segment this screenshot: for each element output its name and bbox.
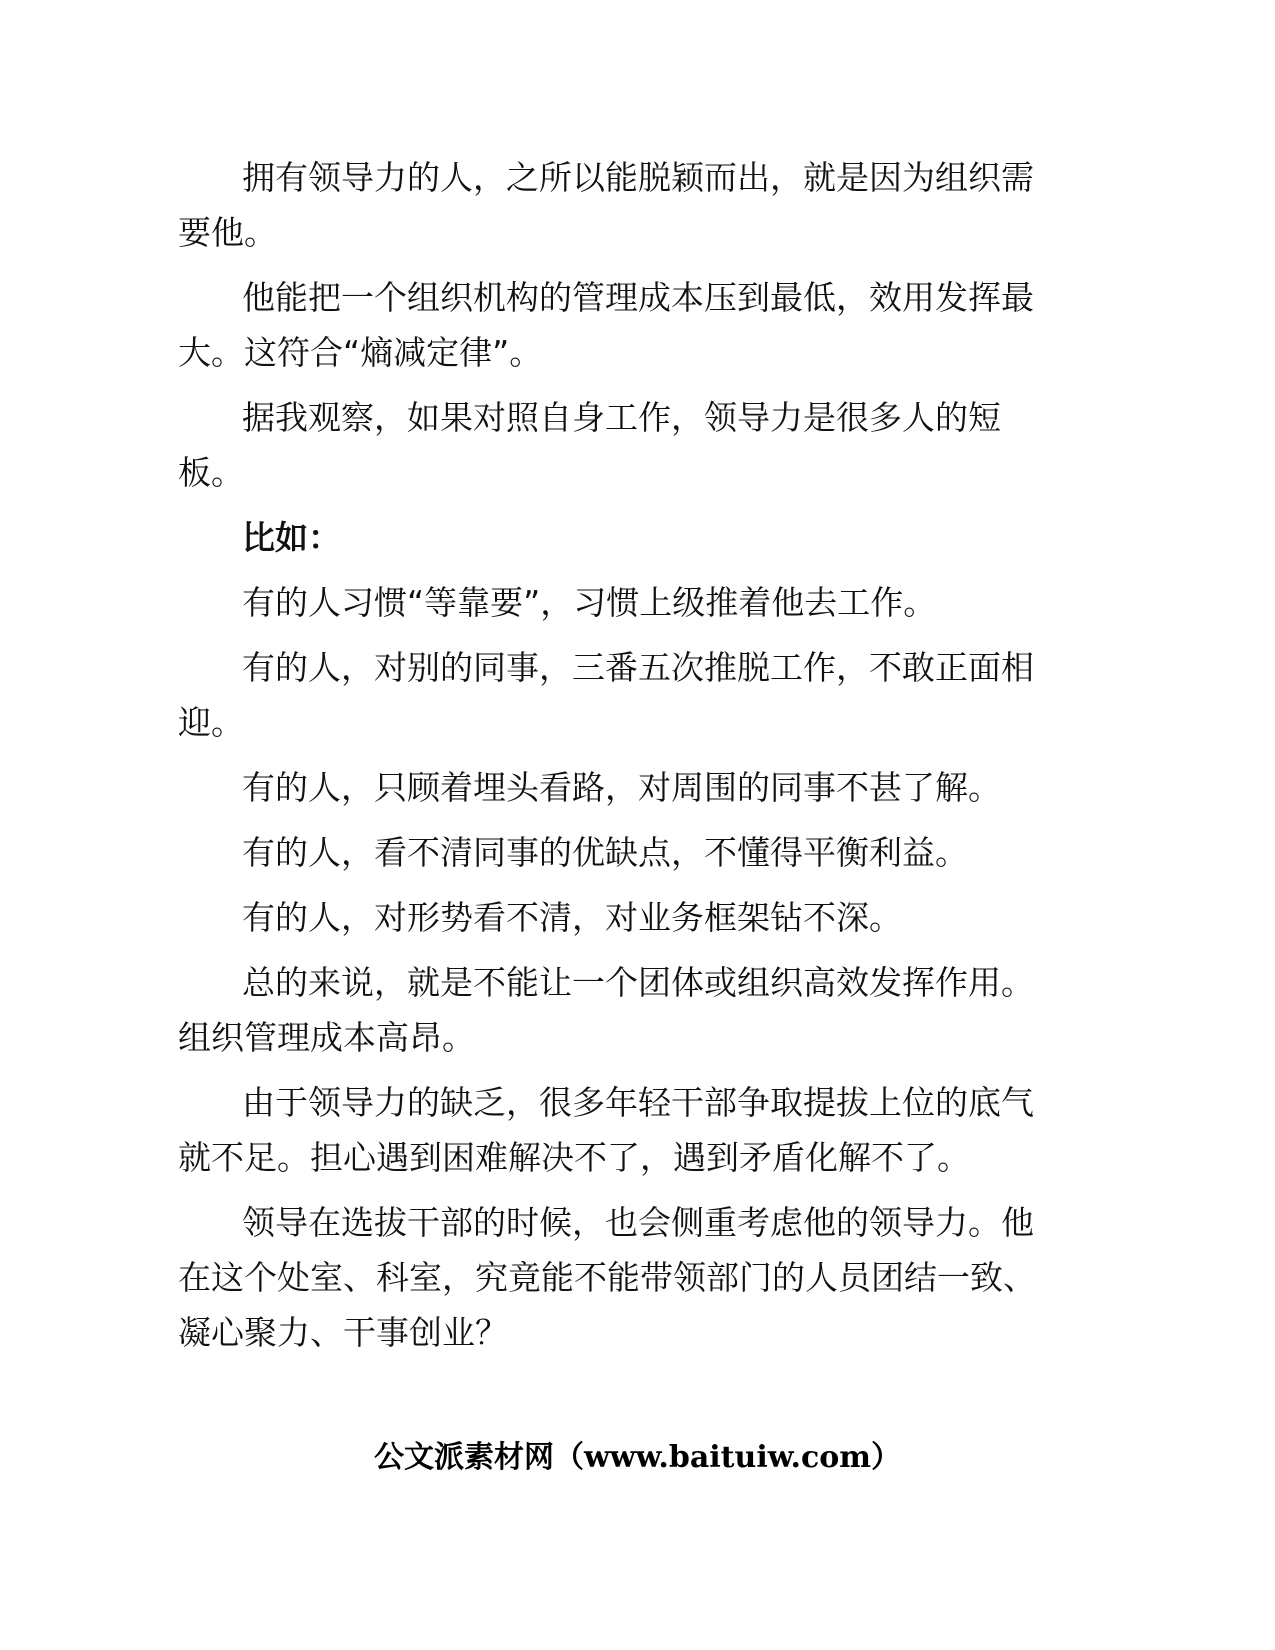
paragraph-8: 有的人，看不清同事的优缺点，不懂得平衡利益。 xyxy=(242,833,968,872)
paragraph-5: 有的人习惯“等靠要”，习惯上级推着他去工作。 xyxy=(242,583,937,622)
paragraph-6: 有的人，对别的同事，三番五次推脱工作，不敢正面相迎。 xyxy=(178,648,1034,742)
paragraph-9: 有的人，对形势看不清，对业务框架钻不深。 xyxy=(242,898,902,937)
paragraph-7: 有的人，只顾着埋头看路，对周围的同事不甚了解。 xyxy=(242,768,1001,807)
paragraph-12: 领导在选拔干部的时候，也会侧重考虑他的领导力。他在这个处室、科室，究竟能不能带领部门的人员团结一致、凝心聚力、干事创业？ xyxy=(178,1203,1036,1352)
paragraph-3: 据我观察，如果对照自身工作，领导力是很多人的短板。 xyxy=(178,398,1001,492)
paragraph-4: 比如： xyxy=(242,518,341,557)
paragraph-10: 总的来说，就是不能让一个团体或组织高效发挥作用。组织管理成本高昂。 xyxy=(178,963,1034,1057)
paragraph-11: 由于领导力的缺乏，很多年轻干部争取提拔上位的底气就不足。担心遇到困难解决不了，遇到矛盾化解不了。 xyxy=(178,1083,1034,1177)
document-body xyxy=(178,150,1036,1370)
paragraph-1: 拥有领导力的人，之所以能脱颖而出，就是因为组织需要他。 xyxy=(178,158,1034,252)
footer-source: 公文派素材网（www.baituiw.com） xyxy=(373,1440,902,1475)
paragraph-2: 他能把一个组织机构的管理成本压到最低，效用发挥最大。这符合“熵减定律”。 xyxy=(178,278,1034,372)
